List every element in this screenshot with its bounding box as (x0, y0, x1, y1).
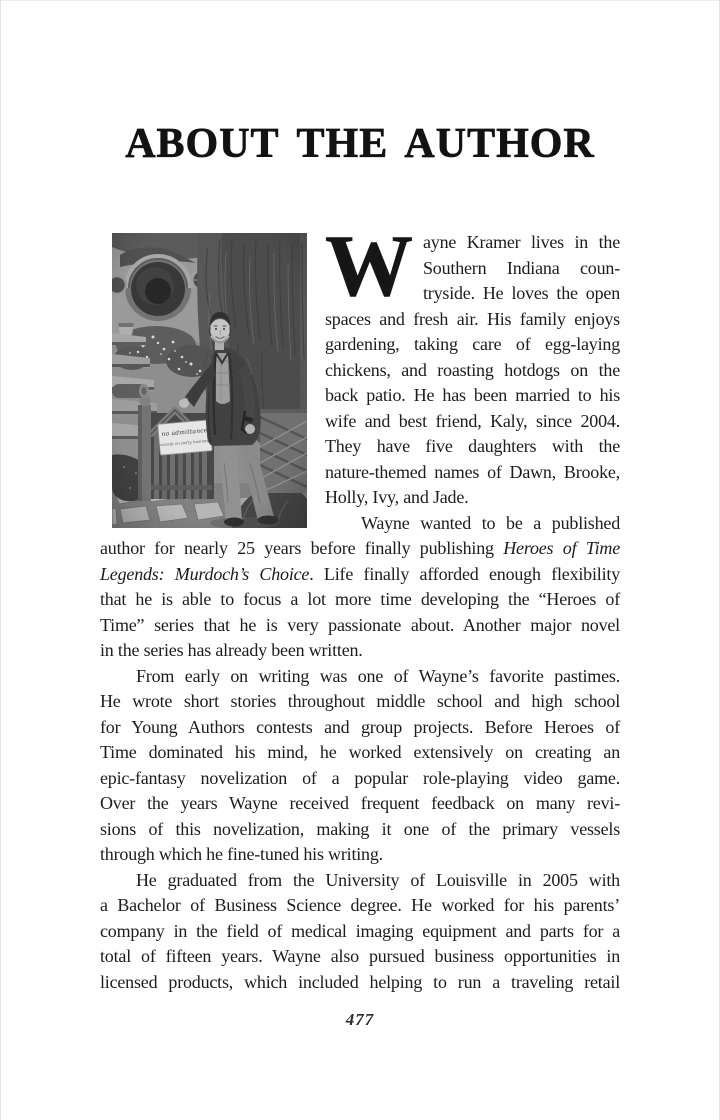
text-line: chickens, and roasting hotdogs on the (325, 359, 620, 380)
page-number: 477 (345, 1010, 375, 1029)
text-line: for Young Authors contests and group projects. Before Heroes of (100, 716, 620, 737)
text-line: ayne Kramer lives in the (423, 232, 620, 252)
text-line: Wayne wanted to be a published (361, 512, 620, 533)
text-line: gardening, taking care of egg-laying (325, 334, 620, 354)
text-line: nature-themed names of Dawn, Brooke, (325, 461, 620, 482)
text-line: He graduated from the University of Louisville in 2005 with (136, 869, 620, 890)
page-title: ABOUT THE AUTHOR (125, 121, 595, 167)
content (100, 218, 620, 995)
paragraph (100, 664, 620, 868)
text-line: Southern Indiana coun- (423, 257, 620, 278)
text-line: He wrote short stories throughout middle school and high school (100, 691, 620, 711)
photo-illustration (112, 233, 307, 528)
text-line: Legends: Murdoch’s Choice. Life finally afforded enough flexibility (100, 563, 620, 584)
text-line: Time dominated his mind, he worked extensively on creating an (100, 742, 620, 762)
text-line: spaces and fresh air. His family enjoys (325, 308, 620, 329)
author-photo (112, 233, 307, 528)
text-line: licensed products, which included helping to run a traveling retail (100, 971, 620, 992)
text-line: Holly, Ivy, and Jade. (325, 487, 469, 507)
text-line: wife and best friend, Kaly, since 2004. (325, 410, 620, 431)
text-line: a Bachelor of Business Science degree. He worked for his parents’ (100, 895, 620, 915)
text-line: total of fifteen years. Wayne also pursued business opportunities in (100, 946, 620, 966)
text-line: that he is able to focus a lot more time developing the “Heroes of (100, 589, 620, 609)
drop-cap: W (325, 218, 413, 315)
text-line: author for nearly 25 years before finally publishing Heroes of Time (100, 538, 620, 558)
text-line: From early on writing was one of Wayne’s favorite pastimes. (136, 665, 620, 686)
text-line: company in the field of medical imaging equipment and parts for a (100, 920, 620, 941)
paragraph (100, 868, 620, 996)
text-line: Time” series that he is very passionate about. Another major novel (100, 614, 620, 635)
paragraph (100, 511, 620, 664)
text-line: in the series has already been written. (100, 640, 363, 660)
text-line: tryside. He loves the open (423, 283, 620, 303)
text-line: epic-fantasy novelization of a popular role-playing video game. (100, 767, 620, 788)
text-line: Over the years Wayne received frequent feedback on many revi- (100, 793, 620, 813)
text-line: They have five daughters with the (325, 436, 620, 456)
text-line: through which he fine-tuned his writing. (100, 844, 383, 864)
text-line: sions of this novelization, making it one of the primary vessels (100, 818, 620, 839)
text-line: back patio. He has been married to his (325, 385, 620, 405)
